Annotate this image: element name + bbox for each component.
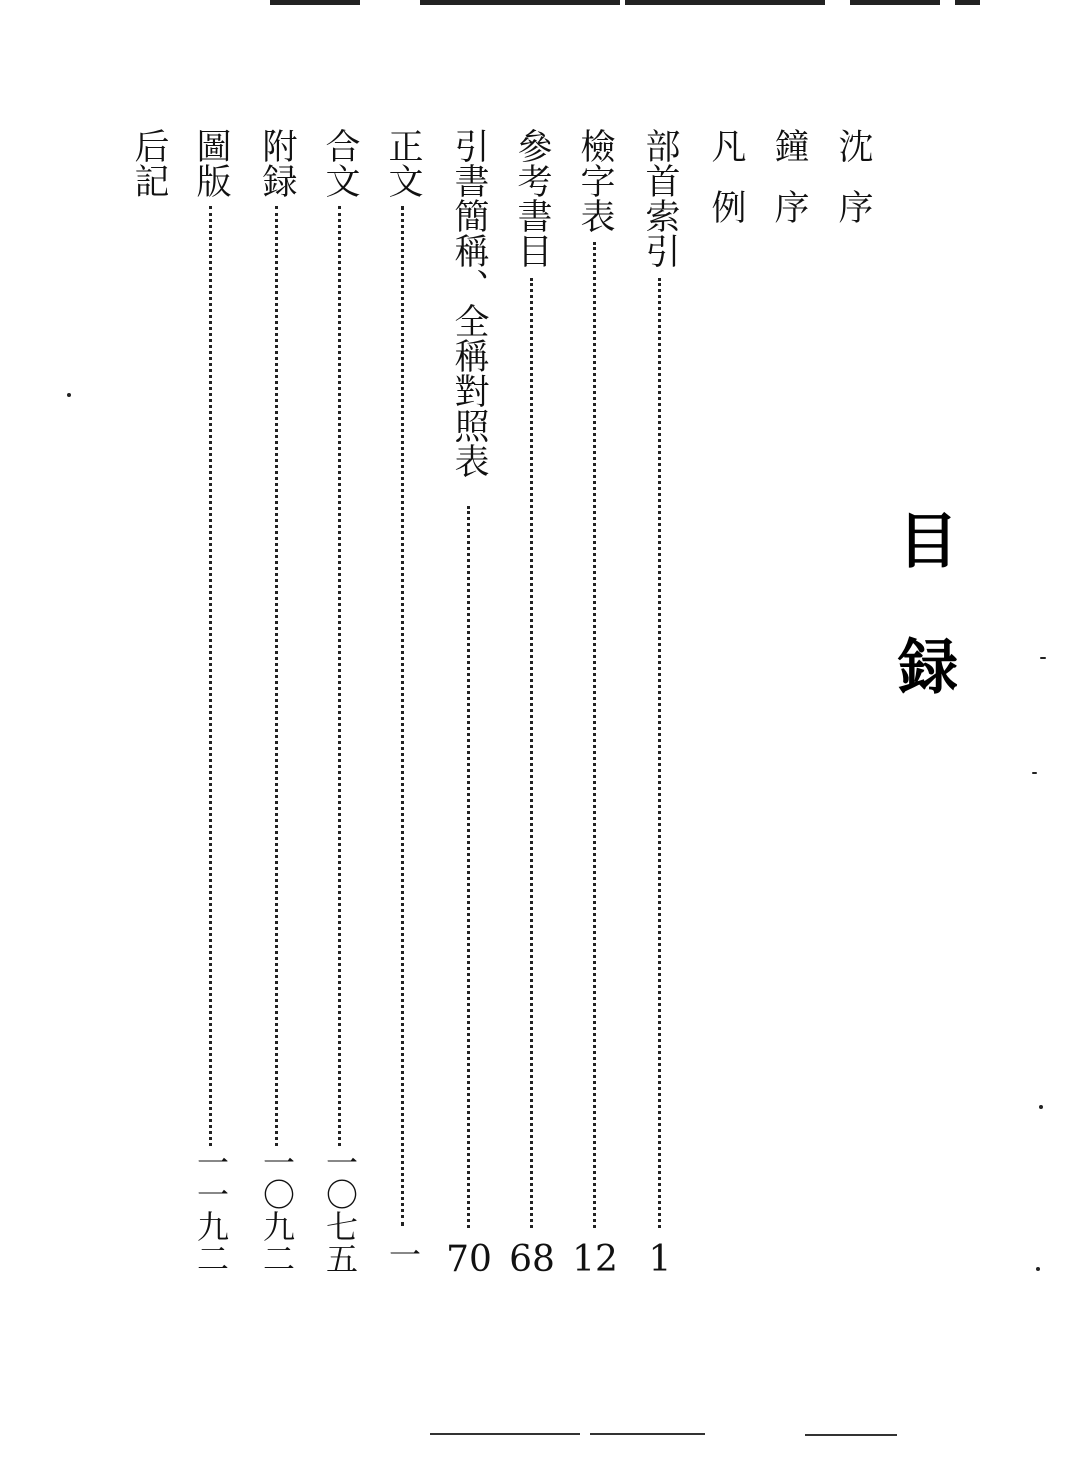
toc-entry-label: 部首索引 bbox=[640, 128, 680, 268]
page-title bbox=[888, 507, 968, 703]
toc-entry-appendix[interactable] bbox=[254, 128, 300, 1288]
toc-entry-label: 后記 bbox=[129, 128, 169, 198]
toc-entry-character-table[interactable] bbox=[572, 128, 618, 1288]
scan-line bbox=[430, 1433, 580, 1435]
toc-entry-label: 合文 bbox=[320, 128, 360, 198]
toc-entry-bibliography[interactable] bbox=[509, 128, 555, 1288]
toc-entry-zhong-preface[interactable] bbox=[766, 128, 812, 1288]
toc-entry-page: 70 bbox=[446, 1239, 492, 1280]
dot-leader bbox=[338, 206, 341, 1146]
toc-entry-page: 一〇七五 bbox=[321, 1146, 359, 1274]
dot-leader bbox=[209, 206, 212, 1146]
title-char-2: 録 bbox=[898, 633, 958, 703]
scan-line bbox=[590, 1433, 705, 1435]
toc-entry-page: 12 bbox=[572, 1239, 618, 1280]
toc-entry-label: 圖版 bbox=[191, 128, 231, 198]
toc-entry-afterword[interactable] bbox=[126, 128, 172, 1288]
scan-speck bbox=[1039, 1105, 1043, 1109]
toc-entry-label: 沈序 bbox=[833, 128, 873, 250]
scan-speck bbox=[1036, 1267, 1040, 1271]
toc-entry-page: 一一九二 bbox=[192, 1146, 230, 1274]
toc-entry-page: 68 bbox=[509, 1239, 555, 1280]
toc-entry-page: 一 bbox=[384, 1238, 422, 1270]
toc-entry-citation-table[interactable] bbox=[446, 128, 492, 1288]
toc-entry-ligatures[interactable] bbox=[317, 128, 363, 1288]
toc-entry-label: 正文 bbox=[383, 128, 423, 198]
scan-speck bbox=[1040, 657, 1046, 659]
title-char-1: 目 bbox=[898, 507, 958, 577]
dot-leader bbox=[530, 278, 533, 1228]
toc-entry-label: 凡例 bbox=[706, 128, 746, 250]
toc-entry-label: 參考書目 bbox=[512, 128, 552, 268]
toc-entry-page: 一〇九二 bbox=[258, 1146, 296, 1274]
dot-leader bbox=[275, 206, 278, 1146]
dot-leader bbox=[467, 506, 470, 1228]
toc-entry-main-text[interactable] bbox=[380, 128, 426, 1288]
toc-entry-label: 鐘序 bbox=[769, 128, 809, 250]
toc-entry-label: 檢字表 bbox=[575, 128, 615, 233]
toc-entry-radical-index[interactable] bbox=[637, 128, 683, 1288]
dot-leader bbox=[593, 242, 596, 1228]
toc-entry-shen-preface[interactable] bbox=[830, 128, 876, 1288]
toc-entry-label: 引書簡稱、全稱對照表 bbox=[449, 128, 489, 478]
dot-leader bbox=[401, 206, 404, 1226]
scan-speck bbox=[1032, 772, 1037, 774]
dot-leader bbox=[658, 278, 661, 1228]
toc-entry-plates[interactable] bbox=[188, 128, 234, 1288]
toc-entry-guide[interactable] bbox=[703, 128, 749, 1288]
scan-top-edge bbox=[0, 0, 1080, 10]
scan-line bbox=[805, 1434, 897, 1436]
scan-speck bbox=[67, 393, 71, 397]
toc-entry-page: 1 bbox=[648, 1239, 672, 1280]
toc-entry-label: 附録 bbox=[257, 128, 297, 198]
